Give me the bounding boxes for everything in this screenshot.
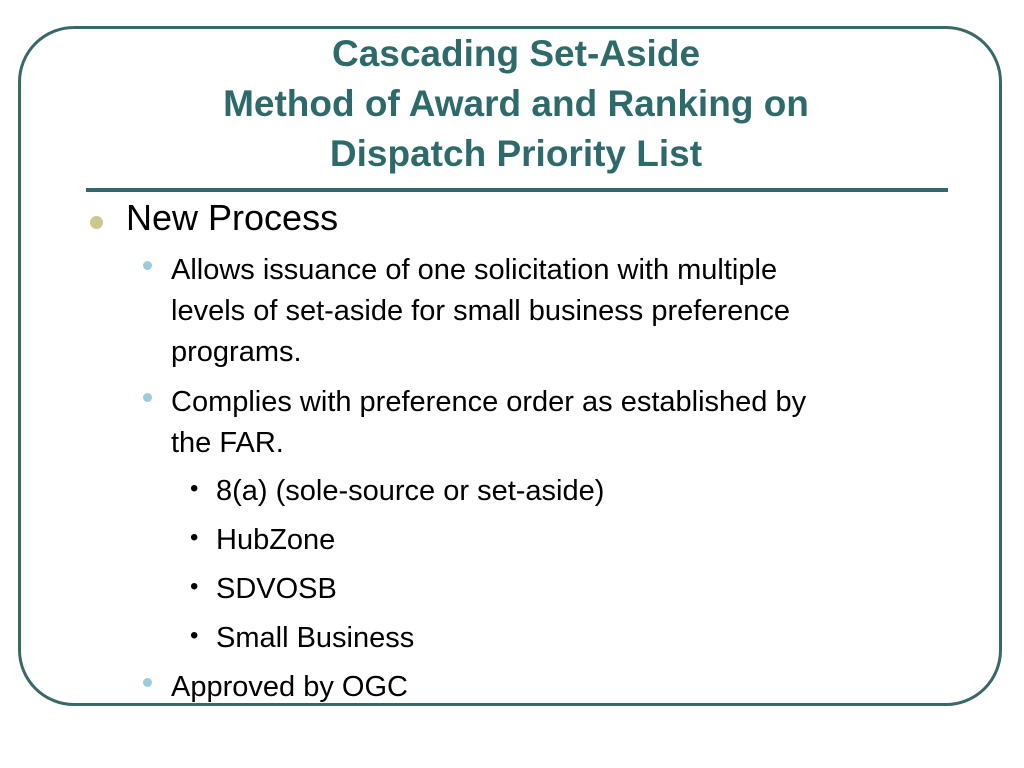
bullet-new-process: New Process	[126, 197, 339, 238]
bullet-level3-icon: •	[190, 475, 199, 502]
title-line-2: Method of Award and Ranking on	[223, 83, 809, 124]
bullet-level3-icon: •	[190, 573, 199, 600]
bullet-line: Complies with preference order as established by	[171, 386, 807, 418]
bullet-level1-icon	[90, 216, 103, 229]
bullet-complies	[171, 382, 931, 464]
title-line-3: Dispatch Priority List	[329, 133, 703, 174]
bullet-line: levels of set-aside for small business preference	[171, 295, 790, 327]
bullet-level2-icon	[143, 393, 152, 402]
bullet-level2-icon	[143, 678, 152, 687]
bullet-line: the FAR.	[171, 427, 284, 459]
bullet-line: programs.	[171, 336, 302, 368]
bullet-8a: 8(a) (sole-source or set-aside)	[216, 475, 605, 507]
bullet-level2-icon	[143, 261, 152, 270]
bullet-line: Approved by OGC	[171, 671, 408, 703]
bullet-allows-issuance	[171, 250, 931, 373]
title-line-1: Cascading Set-Aside	[331, 33, 701, 74]
bullet-level3-icon: •	[190, 622, 199, 649]
bullet-sdvosb: SDVOSB	[216, 573, 337, 605]
bullet-line: Allows issuance of one solicitation with multiple	[171, 254, 778, 286]
bullet-hubzone: HubZone	[216, 524, 336, 556]
bullet-small-business: Small Business	[216, 622, 415, 654]
bullet-approved-ogc	[171, 667, 931, 708]
bullet-level3-icon: •	[190, 524, 199, 551]
